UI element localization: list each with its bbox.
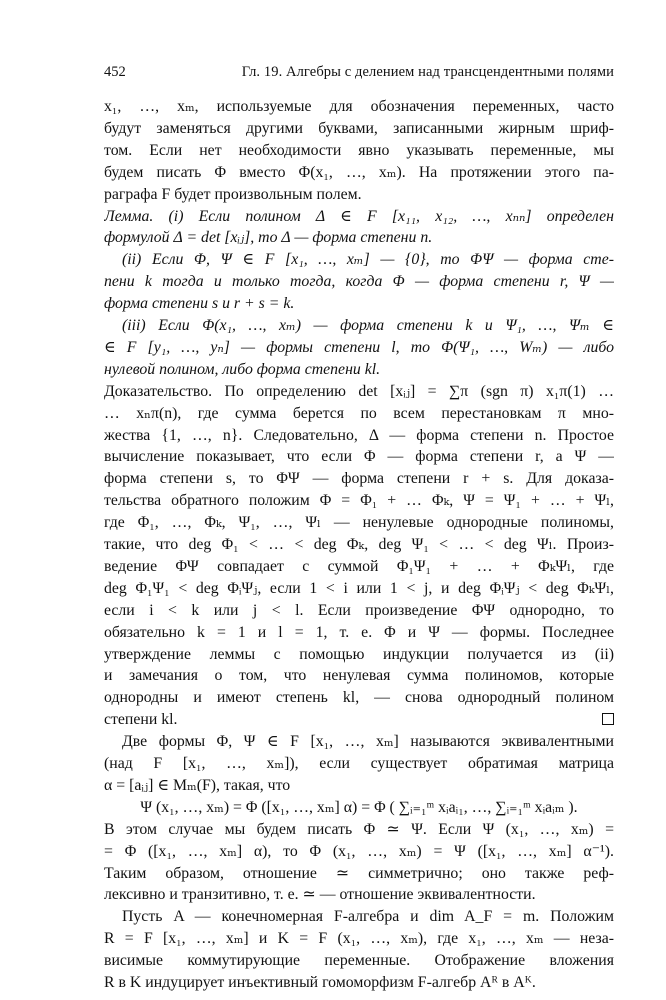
- proof-line: deg Φ₁Ψ₁ < deg ΦᵢΨⱼ, если 1 < i или 1 < j, и deg ΦᵢΨⱼ < deg ΦₖΨₗ,: [104, 580, 614, 597]
- proof-line: и замечания о том, что ненулевая сумма полиномов, которые: [104, 667, 614, 684]
- proof-line: обязательно k = 1 и l = 1, т. е. Φ и Ψ — формы. Последнее: [104, 624, 614, 641]
- definition-line: (над F [x₁, …, xₘ]), если существует обратимая матрица: [104, 755, 614, 772]
- lemma-line: (ii) Если Φ, Ψ ∈ F [x₁, …, xₘ] — {0}, то ΦΨ — форма сте-: [122, 251, 614, 268]
- proof-line: форма степени s, то ΦΨ — форма степени r + s. Для доказа-: [104, 470, 614, 487]
- text-line: R = F [x₁, …, xₘ] и K = F (x₁, …, xₘ), где x₁, …, xₘ — неза-: [104, 930, 614, 947]
- text-line: В этом случае мы будем писать Φ ≃ Ψ. Если Ψ (x₁, …, xₘ) =: [104, 821, 614, 838]
- text-line: будут заменяться другими буквами, записанными жирным шриф-: [104, 120, 614, 137]
- qed-square-icon: [602, 713, 614, 725]
- text-line: x₁, …, xₘ, используемые для обозначения переменных, часто: [104, 98, 614, 115]
- proof-line: тельства обратного положим Φ = Φ₁ + … Φₖ, Ψ = Ψ₁ + … + Ψₗ,: [104, 492, 614, 509]
- proof-line: жества {1, …, n}. Следовательно, Δ — форма степени n. Простое: [104, 427, 614, 444]
- text-line: R в K индуцирует инъективный гомоморфизм F-алгебр Aᴿ в Aᴷ.: [104, 974, 536, 991]
- lemma-line: формулой Δ = det [xᵢⱼ], то Δ — форма степени n.: [104, 229, 433, 246]
- display-formula: Ψ (x₁, …, xₘ) = Φ ([x₁, …, xₘ] α) = Φ ( ∑ᵢ₌₁ᵐ xᵢaᵢ₁, …, ∑ᵢ₌₁ᵐ xᵢaᵢₘ ).: [140, 799, 578, 816]
- text-line: лексивно и транзитивно, т. е. ≃ — отношение эквивалентности.: [104, 886, 536, 903]
- text-line: Пусть A — конечномерная F-алгебра и dim A_F = m. Положим: [122, 908, 614, 925]
- proof-line: … xₙπ(n), где сумма берется по всем перестановкам π мно-: [104, 405, 614, 422]
- page-number: 452: [104, 64, 126, 80]
- lemma-line: форма степени s и r + s = k.: [104, 295, 295, 312]
- running-title: Гл. 19. Алгебры с делением над трансцендентными полями: [241, 64, 614, 80]
- page-header: [104, 64, 614, 86]
- text-line: будем писать Φ вместо Φ(x₁, …, xₘ). На протяжении этого па-: [104, 164, 614, 181]
- text-line: том. Если нет необходимости явно указывать переменные, мы: [104, 142, 614, 159]
- lemma-line: (iii) Если Φ(x₁, …, xₘ) — форма степени k и Ψ₁, …, Ψₘ ∈: [122, 317, 614, 334]
- proof-line: утверждение леммы с помощью индукции получается из (ii): [104, 646, 614, 663]
- text-line: раграфа F будет произвольным полем.: [104, 186, 362, 203]
- proof-last-row: [104, 709, 614, 731]
- text-line: Таким образом, отношение ≃ симметрично; оно также реф-: [104, 865, 614, 882]
- proof-line: где Φ₁, …, Φₖ, Ψ₁, …, Ψₗ — ненулевые однородные полиномы,: [104, 514, 614, 531]
- proof-line: ведение ΦΨ совпадает с суммой Φ₁Ψ₁ + … + ΦₖΨₗ, где: [104, 558, 614, 575]
- proof-line: если i < k или j < l. Если произведение ΦΨ однородно, то: [104, 602, 614, 619]
- lemma-line: Лемма. (i) Если полином Δ ∈ F [x₁₁, x₁₂, …, xₙₙ] определен: [104, 208, 614, 225]
- lemma-line: пени k тогда и только тогда, когда Φ — форма степени r, Ψ —: [104, 273, 614, 290]
- text-line: висимые коммутирующие переменные. Отображение вложения: [104, 952, 614, 969]
- text-line: = Φ ([x₁, …, xₘ] α), то Φ (x₁, …, xₘ) = Ψ ([x₁, …, xₘ] α⁻¹).: [104, 843, 614, 860]
- definition-line: α = [aᵢⱼ] ∈ Mₘ(F), такая, что: [104, 777, 291, 794]
- proof-line: Доказательство. По определению det [xᵢⱼ] = ∑π (sgn π) x₁π(1) …: [104, 383, 614, 400]
- definition-line: Две формы Φ, Ψ ∈ F [x₁, …, xₘ] называются эквивалентными: [122, 733, 614, 750]
- proof-line: такие, что deg Φ₁ < … < deg Φₖ, deg Ψ₁ < … < deg Ψₗ. Произ-: [104, 536, 614, 553]
- proof-line: степени kl.: [104, 711, 178, 728]
- lemma-line: ∈ F [y₁, …, yₙ] — формы степени l, то Φ(Ψ₁, …, Wₘ) — либо: [104, 339, 614, 356]
- lemma-line: нулевой полином, либо форма степени kl.: [104, 361, 381, 378]
- proof-line: однородны и имеют степень kl, — снова однородный полином: [104, 689, 614, 706]
- proof-line: вычисление показывает, что если Φ — форма степени r, а Ψ —: [104, 448, 614, 465]
